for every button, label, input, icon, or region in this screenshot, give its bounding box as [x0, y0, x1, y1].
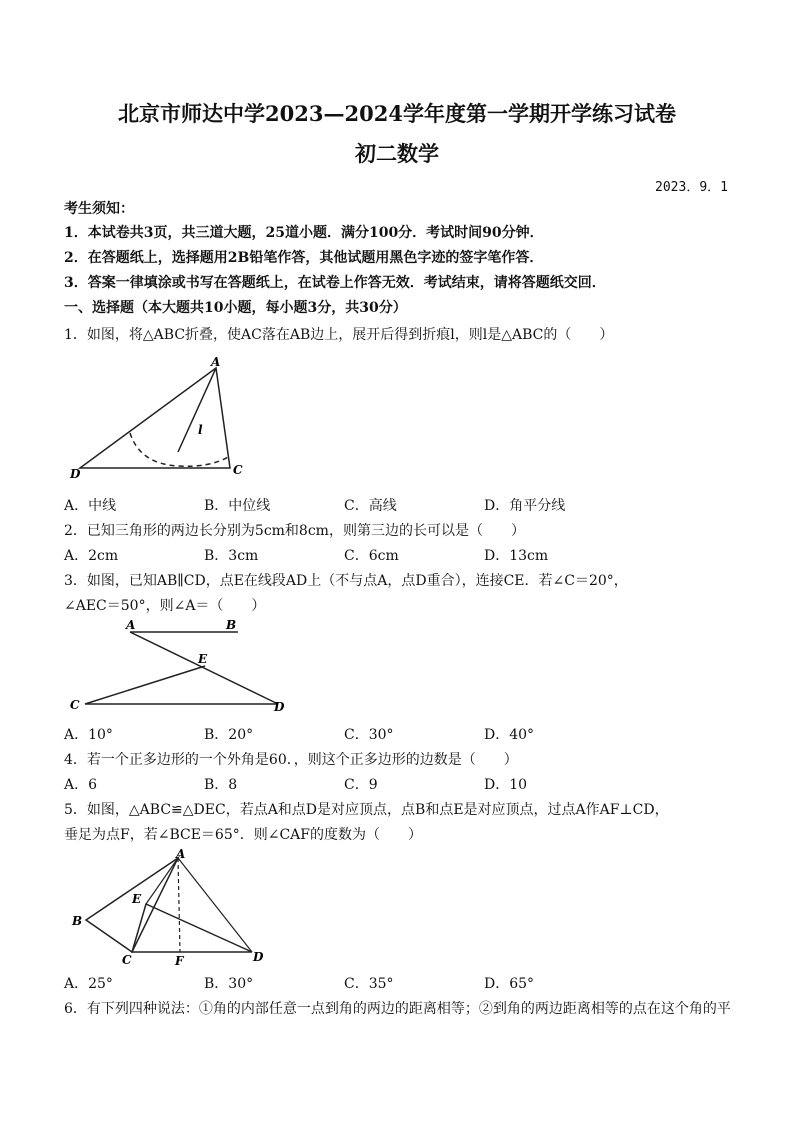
- option-a[interactable]: A．2cm: [64, 548, 119, 564]
- notice-item: 2．在答题纸上，选择题用2B铅笔作答，其他试题用黑色字迹的签字笔作答．: [64, 250, 544, 266]
- option-b[interactable]: B．30°: [204, 976, 254, 992]
- triangle-dec: [132, 904, 252, 952]
- question-5-stem: 5．如图，△ABC≌△DEC，若点A和点D是对应顶点，点B和点E是对应顶点，过点A作AF⊥CD，: [64, 802, 669, 818]
- option-c[interactable]: C．35°: [344, 976, 394, 992]
- option-d[interactable]: D．角平分线: [484, 498, 566, 514]
- line-ad: [130, 632, 278, 704]
- line-ce: [85, 666, 205, 704]
- exam-title: 北京市师达中学2023—2024学年度第一学期开学练习试卷: [118, 101, 676, 126]
- label-a: A: [126, 618, 136, 632]
- fold-arc: [130, 433, 230, 466]
- label-c: C: [233, 463, 243, 477]
- notice-item: 1．本试卷共3页，共三道大题，25道小题．满分100分．考试时间90分钟．: [64, 225, 544, 241]
- question-1-options: [64, 495, 624, 515]
- label-e: E: [198, 652, 208, 666]
- label-e: E: [132, 892, 142, 906]
- question-3-stem: 3．如图，已知AB∥CD，点E在线段AD上（不与点A，点D重合），连接CE．若∠C＝20°，: [64, 573, 628, 589]
- triangle-abc: [80, 368, 230, 468]
- option-d[interactable]: D．13cm: [484, 548, 549, 564]
- label-d: D: [70, 467, 81, 481]
- exam-date: 2023．9．1: [655, 180, 728, 195]
- question-6-stem: 6．有下列四种说法：①角的内部任意一点到角的两边的距离相等；②到角的两边距离相等的点在这个角的平: [64, 1001, 731, 1017]
- option-a[interactable]: A．6: [64, 777, 98, 793]
- option-c[interactable]: C．高线: [344, 498, 397, 514]
- line-ae: [146, 858, 178, 904]
- question-3-figure: [60, 616, 300, 716]
- label-d: D: [274, 700, 285, 714]
- question-5-options: [64, 973, 624, 993]
- option-c[interactable]: C．9: [344, 777, 378, 793]
- question-3-options: [64, 724, 624, 744]
- fold-line-l: [178, 368, 216, 452]
- question-2-options: [64, 545, 624, 565]
- label-f: F: [175, 954, 184, 966]
- option-a[interactable]: A．中线: [64, 498, 117, 514]
- option-b[interactable]: B．3cm: [204, 548, 259, 564]
- question-4-options: [64, 774, 624, 794]
- option-c[interactable]: C．30°: [344, 727, 394, 743]
- option-c[interactable]: C．6cm: [344, 548, 399, 564]
- question-2-stem: 2．已知三角形的两边长分别为5cm和8cm，则第三边的长可以是（ ）: [64, 523, 525, 539]
- label-b: B: [226, 618, 237, 632]
- option-b[interactable]: B．20°: [204, 727, 254, 743]
- option-d[interactable]: D．10: [484, 777, 528, 793]
- option-a[interactable]: A．10°: [64, 727, 113, 743]
- label-b: B: [72, 914, 83, 928]
- notice-item: 3．答案一律填涂或书写在答题纸上，在试卷上作答无效．考试结束，请将答题纸交回．: [64, 275, 606, 291]
- option-d[interactable]: D．65°: [484, 976, 535, 992]
- notice-heading: 考生须知：: [64, 201, 134, 217]
- label-d: D: [253, 950, 264, 964]
- line-ad: [178, 858, 252, 952]
- label-c: C: [122, 953, 132, 966]
- question-3-stem-cont: ∠AEC＝50°，则∠A＝（ ）: [64, 598, 266, 614]
- option-a[interactable]: A．25°: [64, 976, 113, 992]
- question-1-figure: [60, 356, 260, 481]
- label-l: l: [198, 423, 203, 437]
- question-5-stem-cont: 垂足为点F，若∠BCE＝65°．则∠CAF的度数为（ ）: [64, 827, 423, 843]
- question-1-stem: 1．如图，将△ABC折叠，使AC落在AB边上，展开后得到折痕l，则l是△ABC的（ ）: [64, 327, 614, 343]
- exam-subtitle: 初二数学: [355, 141, 439, 166]
- question-4-stem: 4．若一个正多边形的一个外角是60．，则这个正多边形的边数是（ ）: [64, 752, 518, 768]
- option-d[interactable]: D．40°: [484, 727, 535, 743]
- question-5-figure: [60, 848, 280, 966]
- label-a: A: [211, 356, 221, 369]
- label-a: A: [176, 848, 186, 861]
- section-heading: 一、选择题（本大题共10小题，每小题3分，共30分）: [64, 300, 407, 316]
- option-b[interactable]: B．8: [204, 777, 238, 793]
- altitude-af: [178, 858, 180, 952]
- option-b[interactable]: B．中位线: [204, 498, 271, 514]
- label-c: C: [70, 698, 80, 712]
